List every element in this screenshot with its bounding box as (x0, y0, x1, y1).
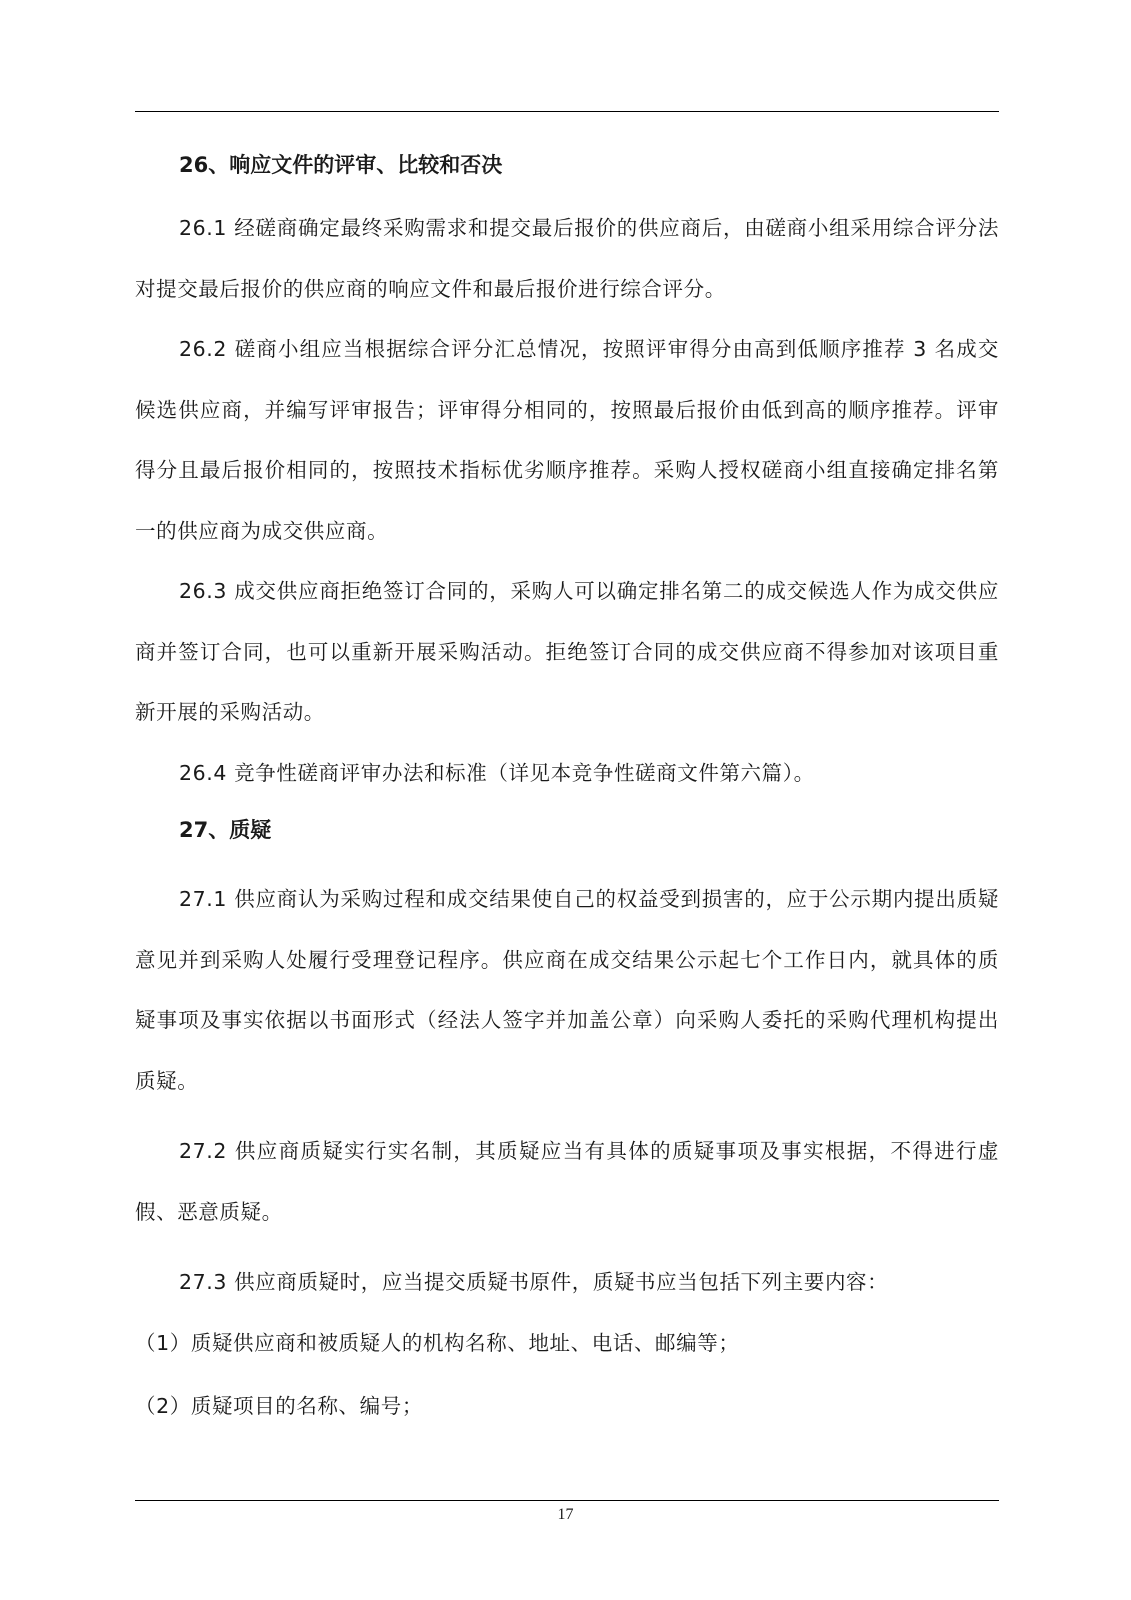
paragraph-27-1: 27.1 供应商认为采购过程和成交结果使自己的权益受到损害的，应于公示期内提出质疑意见并到采购人处履行受理登记程序。供应商在成交结果公示起七个工作日内，就具体的质疑事项及事实依据以书面形式（经法人签字并加盖公章）向采购人委托的采购代理机构提出质疑。 (135, 887, 999, 1093)
paragraph-26-4: 26.4 竞争性磋商评审办法和标准（详见本竞争性磋商文件第六篇）。 (179, 760, 815, 785)
paragraph-26-2: 26.2 磋商小组应当根据综合评分汇总情况，按照评审得分由高到低顺序推荐 3 名成交候选供应商，并编写评审报告；评审得分相同的，按照最后报价由低到高的顺序推荐。评审得分且最后报价相同的，按照技术指标优劣顺序推荐。采购人授权磋商小组直接确定排名第一的供应商为成交供应商。 (135, 337, 999, 543)
document-body (135, 145, 999, 1437)
page-number: 17 (557, 1506, 574, 1523)
paragraph-26-1: 26.1 经磋商确定最终采购需求和提交最后报价的供应商后，由磋商小组采用综合评分法对提交最后报价的供应商的响应文件和最后报价进行综合评分。 (135, 216, 999, 301)
footer-rule (135, 1500, 999, 1501)
list-item-1: （1）质疑供应商和被质疑人的机构名称、地址、电话、邮编等； (135, 1330, 740, 1355)
paragraph-27-2: 27.2 供应商质疑实行实名制，其质疑应当有具体的质疑事项及事实根据，不得进行虚假、恶意质疑。 (135, 1139, 999, 1224)
paragraph-26-3: 26.3 成交供应商拒绝签订合同的，采购人可以确定排名第二的成交候选人作为成交供应商并签订合同，也可以重新开展采购活动。拒绝签订合同的成交供应商不得参加对该项目重新开展的采购活动。 (135, 579, 999, 724)
list-item-2: （2）质疑项目的名称、编号； (135, 1394, 423, 1418)
section-27-heading: 27、质疑 (179, 818, 272, 842)
header-rule (135, 111, 999, 112)
section-26-heading: 26、响应文件的评审、比较和否决 (179, 153, 503, 177)
paragraph-27-3: 27.3 供应商质疑时，应当提交质疑书原件，质疑书应当包括下列主要内容： (179, 1270, 889, 1294)
